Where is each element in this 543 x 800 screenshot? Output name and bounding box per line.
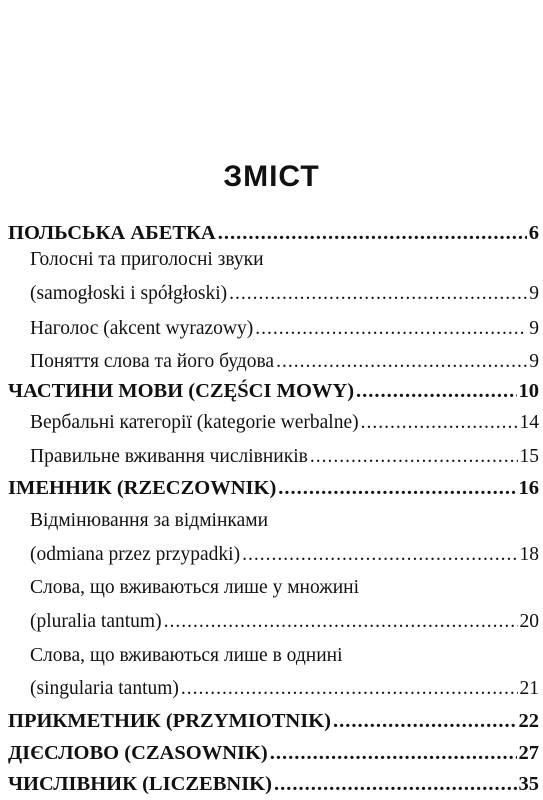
toc-entry-subsection xyxy=(30,279,539,309)
toc-entry-subsection xyxy=(30,408,539,438)
toc-entry-subsection xyxy=(30,641,539,671)
toc-entry-page: 22 xyxy=(518,710,539,732)
toc-entry-page: 18 xyxy=(519,544,539,565)
toc-entry-page: 10 xyxy=(518,380,539,402)
toc-leader-dots xyxy=(270,738,517,768)
toc-entry-subsection xyxy=(30,607,539,637)
toc-leader-dots xyxy=(218,218,527,248)
toc-entry-text: Поняття слова та його будова xyxy=(30,351,275,372)
page-title: ЗМІСТ xyxy=(223,160,320,193)
toc-entry-text: ЧИСЛІВНИК (LICZEBNIK) xyxy=(8,773,272,795)
toc-leader-dots xyxy=(356,376,516,406)
toc-entry-text: ДІЄСЛОВО (CZASOWNIK) xyxy=(8,742,268,764)
toc-entry-text: Правильне вживання числівників xyxy=(30,446,308,467)
toc-entry-section xyxy=(8,769,539,799)
toc-entry-text: ЧАСТИНИ МОВИ (CZĘŚCI MOWY) xyxy=(8,380,355,402)
toc-entry-page: 14 xyxy=(519,412,539,433)
toc-leader-dots xyxy=(229,279,527,309)
toc-entry-text: ПОЛЬСЬКА АБЕТКА xyxy=(8,222,216,244)
toc-entry-page: 9 xyxy=(529,351,539,372)
toc-entry-subsection xyxy=(30,442,539,472)
toc-entry-subsection xyxy=(30,314,539,344)
toc-entry-page: 35 xyxy=(518,773,539,795)
toc-entry-section xyxy=(8,376,539,406)
toc-leader-dots xyxy=(181,674,518,704)
toc-entry-page: 16 xyxy=(518,477,539,499)
toc-entry-section xyxy=(8,473,539,503)
toc-entry-page: 9 xyxy=(529,283,539,304)
toc-entry-text: Голосні та приголосні звуки xyxy=(30,249,264,270)
toc-entry-text: (samogłoski i spółgłoski) xyxy=(30,283,228,304)
toc-entry-page: 6 xyxy=(528,222,539,244)
toc-entry-text: Вербальні категорії (kategorie werbalne) xyxy=(30,412,359,433)
toc-leader-dots xyxy=(361,408,518,438)
toc-entry-subsection xyxy=(30,674,539,704)
toc-entry-section xyxy=(8,706,539,736)
toc-entry-text: ПРИКМЕТНИК (PRZYMIOTNIK) xyxy=(8,710,331,732)
toc-entry-text: Наголос (akcent wyrazowy) xyxy=(30,318,254,339)
toc-leader-dots xyxy=(242,540,517,570)
toc-entry-subsection xyxy=(30,573,539,603)
toc-entry-text: ІМЕННИК (RZECZOWNIK) xyxy=(8,477,277,499)
toc-entry-text: (singularia tantum) xyxy=(30,678,179,699)
toc-entry-subsection xyxy=(30,540,539,570)
toc-leader-dots xyxy=(276,347,527,377)
toc-entry-page: 27 xyxy=(518,742,539,764)
toc-entry-page: 15 xyxy=(519,446,539,467)
toc-entry-subsection xyxy=(30,506,539,536)
toc-leader-dots xyxy=(255,314,527,344)
toc-entry-section xyxy=(8,738,539,768)
toc-entry-subsection xyxy=(30,347,539,377)
toc-entry-subsection xyxy=(30,245,539,275)
toc-entry-text: Слова, що вживаються лише в однині xyxy=(30,645,343,666)
toc-entry-page: 20 xyxy=(519,611,539,632)
toc-leader-dots xyxy=(333,706,517,736)
toc-entry-text: (pluralia tantum) xyxy=(30,611,162,632)
toc-entry-page: 21 xyxy=(519,678,539,699)
toc-leader-dots xyxy=(274,769,517,799)
toc-leader-dots xyxy=(310,442,518,472)
toc-entry-text: Відмінювання за відмінками xyxy=(30,510,269,531)
toc-entry-text: Слова, що вживаються лише у множині xyxy=(30,577,360,598)
toc-entry-page: 9 xyxy=(529,318,539,339)
toc-entry-text: (odmiana przez przypadki) xyxy=(30,544,241,565)
toc-leader-dots xyxy=(278,473,516,503)
toc-leader-dots xyxy=(164,607,518,637)
toc-entry-section xyxy=(8,218,539,248)
